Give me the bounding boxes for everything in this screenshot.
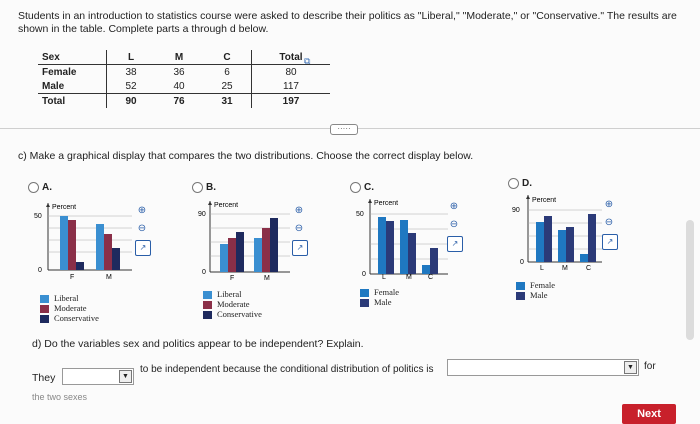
copy-table-icon[interactable]: ⧉ (304, 56, 311, 66)
contingency-table (38, 50, 330, 108)
table-cell: Female (42, 66, 77, 78)
bar (422, 265, 430, 274)
dropdown-arrow-icon[interactable]: ▼ (624, 361, 637, 374)
table-row (38, 79, 330, 94)
bar (408, 233, 416, 274)
y-tick: 0 (38, 267, 42, 274)
table-cell: 25 (221, 80, 233, 92)
legend-item: Female (516, 280, 555, 290)
zoom-out-icon[interactable]: ⊖ (137, 223, 147, 234)
legend-item: Liberal (203, 289, 262, 299)
chart-a (30, 198, 135, 280)
x-tick: C (586, 265, 592, 272)
y-tick: 50 (34, 213, 42, 220)
table-cell: 36 (173, 66, 185, 78)
table-header: Total (252, 50, 331, 65)
bar (400, 220, 408, 274)
table-cell: Male (42, 80, 65, 92)
bar (558, 230, 566, 262)
radio-a[interactable] (28, 182, 39, 193)
table-cell: 117 (252, 79, 331, 94)
x-tick: M (264, 275, 270, 280)
zoom-out-icon[interactable]: ⊖ (449, 219, 459, 230)
intro-text: Students in an introduction to statistics course were asked to describe their politics as "Liberal," "Moderate," or "Conservative." The results are shown in the table. Complete parts a through d below. (18, 10, 677, 35)
y-tick: 0 (362, 271, 366, 278)
bar (430, 248, 438, 274)
y-tick: 50 (356, 211, 364, 218)
question-c: c) Make a graphical display that compares the two distributions. Choose the correct display below. (18, 150, 474, 162)
for-label: for (644, 361, 656, 372)
expand-icon[interactable]: ↗ (292, 240, 308, 256)
swatch (203, 291, 212, 299)
swatch (203, 311, 212, 319)
zoom-out-icon[interactable]: ⊖ (294, 223, 304, 234)
table-cell: 38 (107, 65, 156, 80)
x-tick: F (70, 274, 75, 280)
legend-c (360, 287, 399, 307)
table-header: Sex (38, 50, 107, 65)
swatch (516, 292, 525, 300)
bar (254, 238, 262, 272)
legend-b (203, 289, 262, 319)
dropdown-arrow-icon[interactable]: ▼ (119, 370, 132, 383)
bar (112, 248, 120, 270)
option-label: A. (42, 182, 52, 194)
expand-icon[interactable]: ↗ (602, 234, 618, 250)
swatch (360, 289, 369, 297)
bar (544, 216, 552, 262)
legend-item: Liberal (40, 293, 99, 303)
toolbar-b (292, 204, 308, 260)
bar (96, 224, 104, 270)
option-label: C. (364, 182, 374, 194)
toolbar-a (135, 204, 151, 260)
legend-item: Conservative (203, 309, 262, 319)
ylabel: Percent (52, 204, 77, 211)
zoom-in-icon[interactable]: ⊕ (604, 199, 614, 210)
chart-d (508, 192, 604, 272)
option-label: B. (206, 182, 216, 194)
bar (76, 262, 84, 270)
toolbar-d (602, 198, 618, 254)
expand-dots-button[interactable]: ····· (330, 124, 358, 135)
x-tick: M (406, 274, 412, 280)
x-tick: M (562, 265, 568, 272)
table-cell: 76 (155, 94, 203, 109)
table-row (38, 65, 330, 80)
table-cell: 80 (252, 65, 331, 80)
bar (68, 220, 76, 270)
swatch (203, 301, 212, 309)
swatch (40, 295, 49, 303)
toolbar-c (447, 200, 463, 256)
y-tick: 90 (198, 211, 206, 218)
option-label: D. (522, 178, 532, 190)
option-b[interactable] (192, 182, 216, 193)
bar (566, 227, 574, 262)
swatch (360, 299, 369, 307)
table-cell: 31 (203, 94, 252, 109)
table-cell: 197 (252, 94, 331, 109)
legend-item: Moderate (203, 299, 262, 309)
table-header: L (107, 50, 156, 65)
option-a[interactable] (28, 182, 52, 193)
bar (262, 228, 270, 272)
explanation-text: to be independent because the conditional distribution of politics is (140, 364, 434, 375)
legend-item: Male (516, 290, 555, 300)
table-row (38, 94, 330, 109)
legend-item: Conservative (40, 313, 99, 323)
y-tick: 0 (520, 259, 524, 266)
scrollbar[interactable] (686, 220, 694, 340)
y-tick: 0 (202, 269, 206, 276)
table-cell: 52 (107, 79, 156, 94)
bar (536, 222, 544, 262)
they-label: They (32, 372, 56, 384)
swatch (40, 305, 49, 313)
y-tick: 90 (512, 207, 520, 214)
next-button[interactable]: Next (622, 404, 676, 424)
table-cell: 90 (107, 94, 156, 109)
zoom-in-icon[interactable]: ⊕ (294, 205, 304, 216)
radio-b[interactable] (192, 182, 203, 193)
bar (228, 238, 236, 272)
bar (270, 218, 278, 272)
legend-item: Moderate (40, 303, 99, 313)
independence-select[interactable] (62, 368, 134, 385)
bar (104, 234, 112, 270)
bar (580, 254, 588, 262)
bar (386, 221, 394, 274)
chart-c (350, 194, 450, 280)
table-cell: Total (38, 94, 107, 109)
legend-d (516, 280, 555, 300)
bar (60, 216, 68, 270)
cut-off-text: the two sexes (32, 392, 88, 402)
table-cell: 6 (224, 66, 230, 78)
x-tick: L (382, 274, 386, 280)
x-tick: F (230, 275, 235, 280)
distribution-select[interactable] (447, 359, 639, 376)
ylabel: Percent (214, 202, 239, 209)
radio-c[interactable] (350, 182, 361, 193)
table-header: M (155, 50, 203, 65)
x-tick: L (540, 265, 544, 272)
legend-item: Male (360, 297, 399, 307)
ylabel: Percent (374, 200, 399, 207)
radio-d[interactable] (508, 178, 519, 189)
expand-icon[interactable]: ↗ (447, 236, 463, 252)
bar (220, 244, 228, 272)
swatch (516, 282, 525, 290)
chart-b (192, 198, 292, 280)
bar (588, 214, 596, 262)
expand-icon[interactable]: ↗ (135, 240, 151, 256)
zoom-in-icon[interactable]: ⊕ (137, 205, 147, 216)
table-header: C (203, 50, 252, 65)
zoom-out-icon[interactable]: ⊖ (604, 217, 614, 228)
option-c[interactable] (350, 182, 374, 193)
swatch (40, 315, 49, 323)
x-tick: M (106, 274, 112, 280)
bar (378, 217, 386, 274)
legend-item: Female (360, 287, 399, 297)
legend-a (40, 293, 99, 323)
x-tick: C (428, 274, 434, 280)
table-cell: 40 (173, 80, 185, 92)
zoom-in-icon[interactable]: ⊕ (449, 201, 459, 212)
ylabel: Percent (532, 197, 557, 204)
option-d[interactable] (508, 178, 532, 189)
bar (236, 232, 244, 272)
question-d: d) Do the variables sex and politics appear to be independent? Explain. (32, 338, 364, 350)
